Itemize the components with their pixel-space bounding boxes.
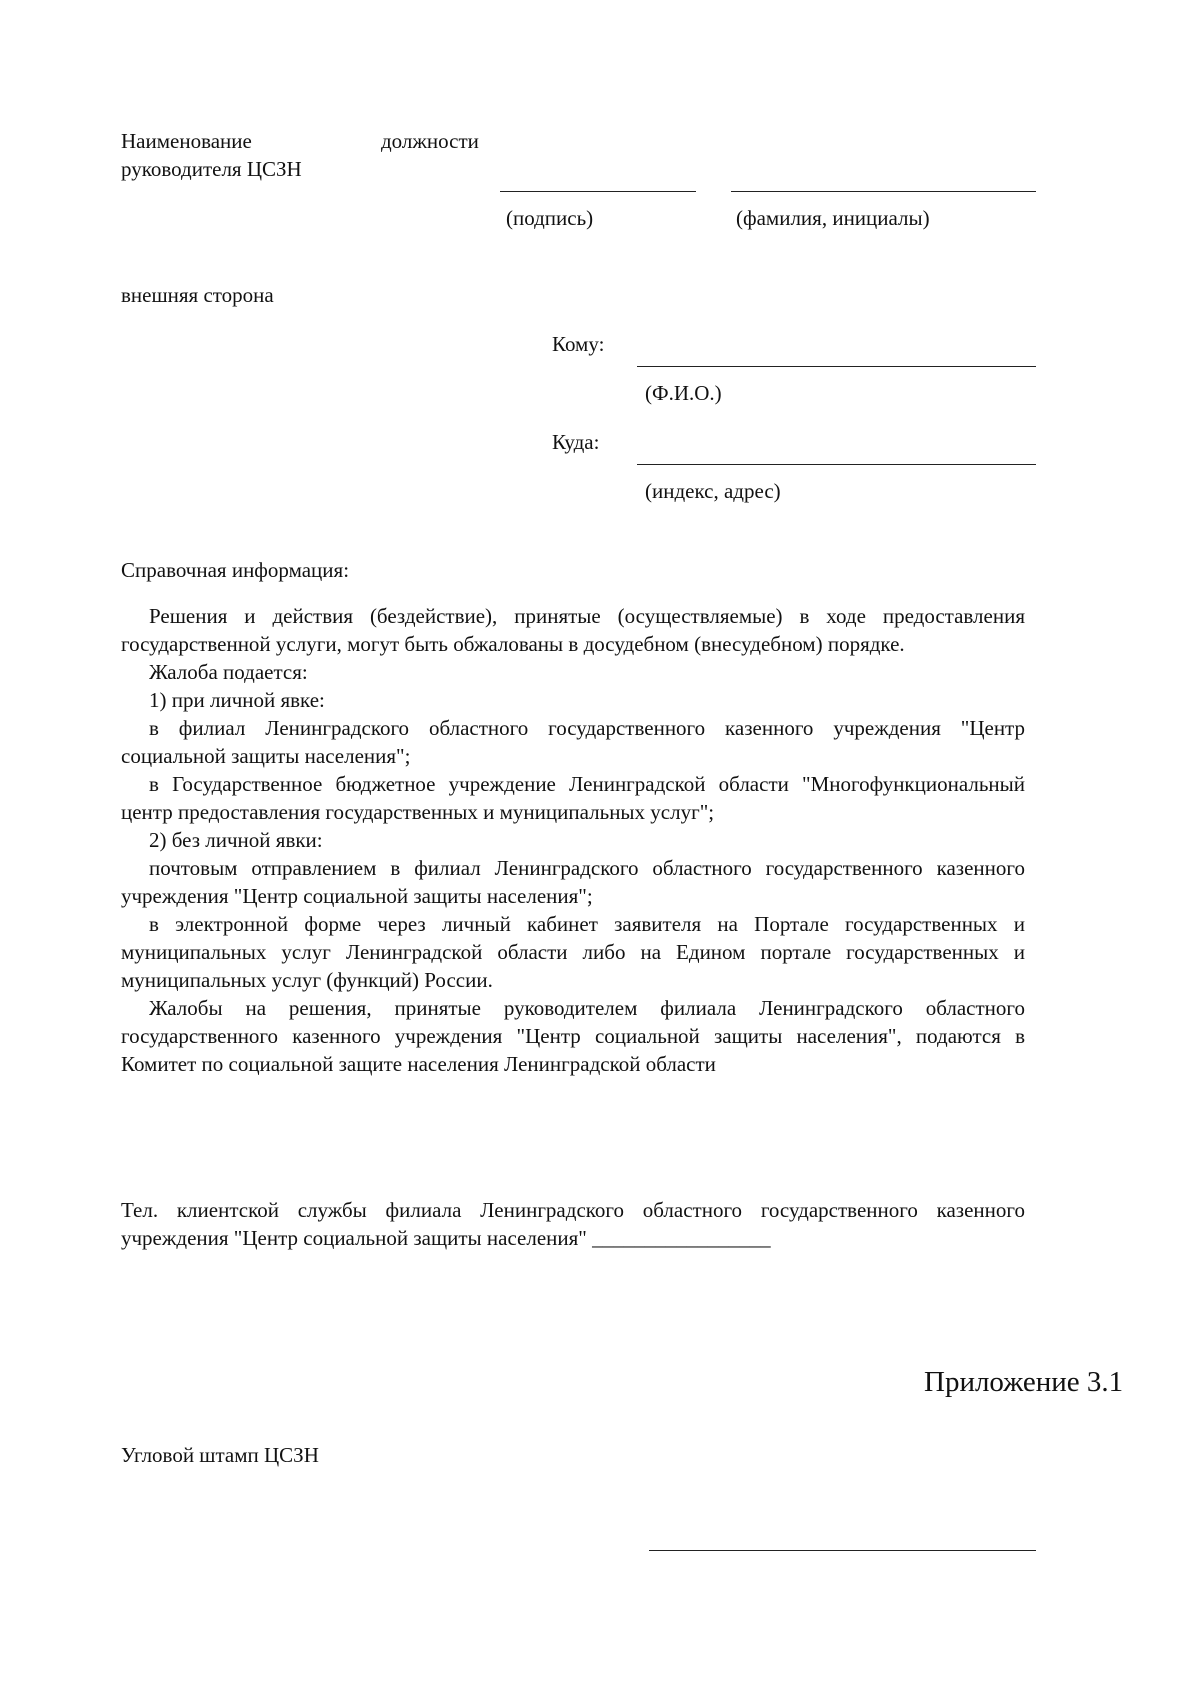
to-label: Кому:	[552, 332, 605, 356]
paragraph-committee: Жалобы на решения, принятые руководителем филиала Ленинградского областного государственного казенного учреждения "Центр социальной защиты населения", подаются в Комитет по социальной защите населения Ленинградской области	[121, 996, 1025, 1076]
stamp-label: Угловой штамп ЦСЗН	[121, 1443, 319, 1467]
envelope-side-label: внешняя сторона	[121, 283, 274, 307]
name-caption: (фамилия, инициалы)	[736, 206, 930, 230]
where-line	[637, 464, 1036, 465]
paragraph-complaint-filed: Жалоба подается:	[149, 660, 308, 684]
paragraph-mfc: в Государственное бюджетное учреждение Ленинградской области "Многофункциональный центр предоставления государственных и муниципальных услуг";	[121, 772, 1025, 824]
paragraph-electronic: в электронной форме через личный кабинет заявителя на Портале государственных и муниципальных услуг Ленинградской области либо на Едином портале государственных и муниципальных услуг (функций) России.	[121, 912, 1025, 992]
paragraph-post: почтовым отправлением в филиал Ленинградского областного государственного казенного учреждения "Центр социальной защиты населения";	[121, 856, 1025, 908]
name-line	[731, 191, 1036, 192]
paragraph-branch: в филиал Ленинградского областного государственного казенного учреждения "Центр социальной защиты населения";	[121, 716, 1025, 768]
where-caption: (индекс, адрес)	[645, 479, 781, 503]
to-caption: (Ф.И.О.)	[645, 381, 722, 405]
reference-body	[121, 602, 1025, 1078]
appendix-title: Приложение 3.1	[924, 1366, 1124, 1398]
signature-caption: (подпись)	[506, 206, 594, 230]
paragraph-in-person: 1) при личной явке:	[149, 688, 325, 712]
paragraph-remote: 2) без личной явки:	[149, 828, 323, 852]
position-label-right: должности	[381, 129, 479, 153]
where-label: Куда:	[552, 430, 600, 454]
reference-title: Справочная информация:	[121, 558, 350, 582]
signature-line	[500, 191, 696, 192]
to-line	[637, 366, 1036, 367]
phone-text: Тел. клиентской службы филиала Ленинградского областного государственного казенного учреждения "Центр социальной защиты населения" _________________	[121, 1198, 1025, 1250]
bottom-signature-line	[649, 1550, 1036, 1551]
position-label-line2: руководителя ЦСЗН	[121, 157, 302, 181]
position-label-left: Наименование	[121, 129, 252, 153]
paragraph-appeal: Решения и действия (бездействие), принятые (осуществляемые) в ходе предоставления государственной услуги, могут быть обжалованы в досудебном (внесудебном) порядке.	[121, 604, 1025, 656]
